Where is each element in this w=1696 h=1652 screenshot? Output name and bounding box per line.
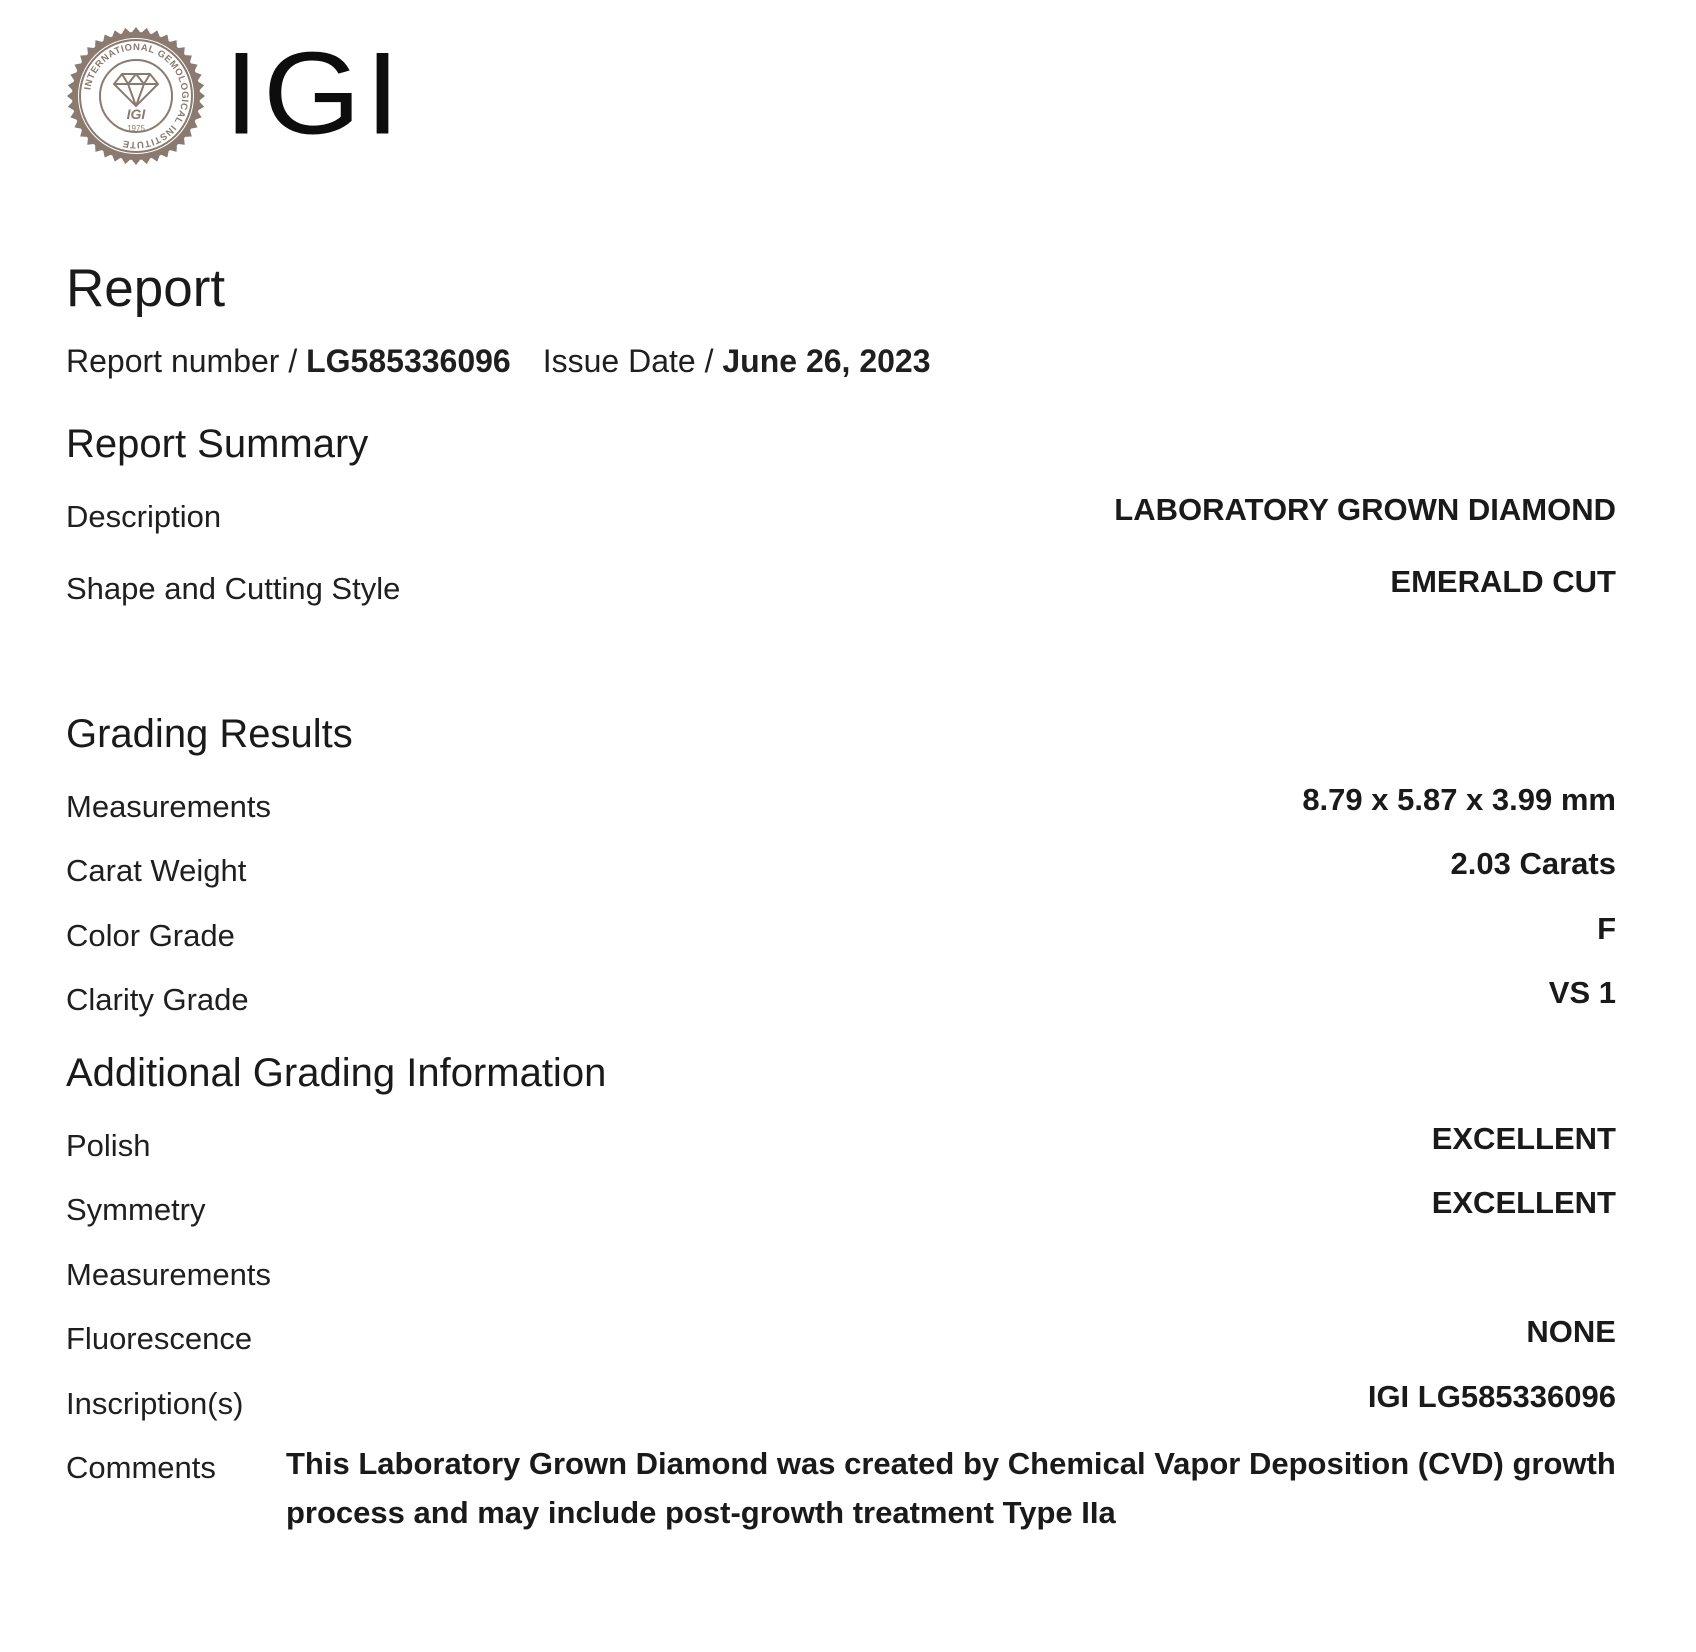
row-value-fluorescence: NONE (1526, 1314, 1616, 1349)
row-label-measurements-additional: Measurements (66, 1257, 272, 1292)
row-value-clarity-grade: VS 1 (1548, 975, 1616, 1010)
row-value-carat-weight: 2.03 Carats (1450, 846, 1616, 881)
row-value-polish: EXCELLENT (1431, 1121, 1616, 1156)
row-label-comments: Comments (66, 1450, 216, 1485)
svg-text:IGI: IGI (126, 106, 146, 122)
row-value-shape: EMERALD CUT (1390, 564, 1616, 599)
row-value-inscriptions: IGI LG585336096 (1367, 1379, 1616, 1414)
row-value-symmetry: EXCELLENT (1431, 1185, 1616, 1220)
report-number-value: LG585336096 (306, 343, 511, 379)
row-label-carat-weight: Carat Weight (66, 853, 247, 888)
row-value-color-grade: F (1597, 911, 1616, 946)
row-label-inscriptions: Inscription(s) (66, 1386, 244, 1421)
row-value-comments: This Laboratory Grown Diamond was created by Chemical Vapor Deposition (CVD) growth process and may include post-growth treatment Type IIa (286, 1446, 1616, 1530)
row-label-description: Description (66, 499, 222, 534)
row-value-measurements: 8.79 x 5.87 x 3.99 mm (1302, 782, 1616, 817)
section-title-report-summary: Report Summary (66, 422, 369, 466)
igi-logo (66, 26, 206, 166)
page-title: Report (66, 259, 226, 318)
igi-seal-icon (66, 26, 206, 166)
row-label-clarity-grade: Clarity Grade (66, 982, 249, 1017)
section-title-additional-grading: Additional Grading Information (66, 1051, 607, 1095)
row-label-polish: Polish (66, 1128, 151, 1163)
row-label-symmetry: Symmetry (66, 1192, 206, 1227)
igi-wordmark: IGI (224, 27, 405, 159)
issue-date-label: Issue Date / (542, 343, 723, 379)
row-label-shape: Shape and Cutting Style (66, 571, 401, 606)
row-label-fluorescence: Fluorescence (66, 1321, 253, 1356)
svg-text:INTERNATIONAL GEMOLOGICAL INST: INTERNATIONAL GEMOLOGICAL INSTITUTE (82, 41, 191, 151)
report-meta-line (66, 345, 931, 377)
svg-text:1975: 1975 (127, 124, 145, 133)
section-title-grading-results: Grading Results (66, 712, 353, 756)
row-value-description: LABORATORY GROWN DIAMOND (1114, 492, 1616, 527)
report-number-label: Report number / (66, 343, 307, 379)
issue-date-value: June 26, 2023 (722, 343, 931, 379)
row-label-measurements: Measurements (66, 789, 272, 824)
row-label-color-grade: Color Grade (66, 918, 235, 953)
